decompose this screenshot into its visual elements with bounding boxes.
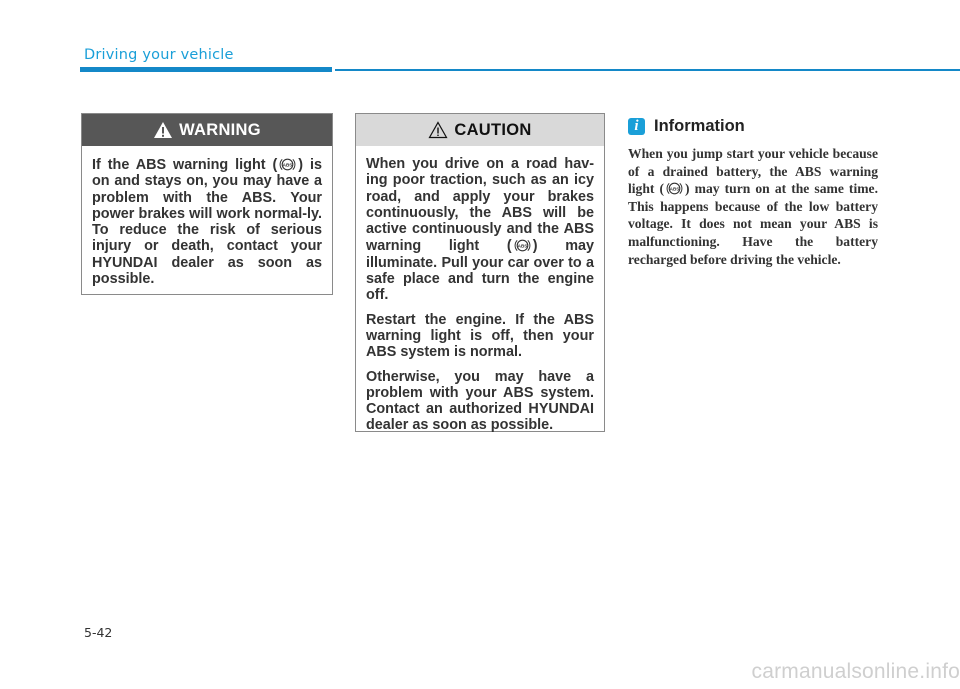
svg-text:ABS: ABS (517, 243, 528, 249)
caution-paragraph-3: Otherwise, you may have a problem with your ABS system. Contact an authorized HYUNDAI dealer as soon as possible. (366, 368, 594, 434)
caution-paragraph-2: Restart the engine. If the ABS warning light is off, then your ABS system is normal. (366, 311, 594, 361)
warning-text: If the ABS warning light ( ABS ) is on and stays on, you may have a problem with the ABS. Your power brakes will work normal-ly. To reduce the risk of serious injury or death, contact your HYUNDAI dealer as soon as possible. (92, 157, 323, 288)
svg-text:ABS: ABS (282, 162, 293, 168)
info-icon: i (628, 118, 645, 135)
watermark: carmanualsonline.info (751, 660, 960, 683)
caution-box (355, 113, 605, 432)
page-number: 5-42 (84, 625, 113, 640)
abs-warning-light-icon (279, 156, 296, 173)
header-rule-thick (80, 67, 332, 72)
caution-triangle-icon (428, 121, 448, 139)
section-title: Driving your vehicle (84, 47, 234, 63)
abs-warning-light-icon (514, 237, 531, 254)
caution-header (356, 114, 604, 146)
header-rule-thin (335, 69, 960, 71)
information-text: When you jump start your vehicle because of a drained battery, the ABS warning light ( ABS ) may turn on at the same time. This happens because of the low battery voltage. It does not mean your ABS is malfunctioning. Have the battery recharged before driving the vehicle. (628, 146, 878, 267)
abs-warning-light-icon (666, 180, 683, 197)
warning-box (81, 113, 333, 295)
information-header (628, 113, 878, 139)
caution-text (356, 146, 604, 434)
information-title: Information (654, 116, 745, 135)
caution-title: CAUTION (454, 120, 532, 139)
warning-header (82, 114, 332, 146)
warning-title: WARNING (179, 120, 261, 139)
svg-text:ABS: ABS (669, 186, 680, 192)
caution-paragraph-1: When you drive on a road hav-ing poor traction, such as an icy road, and apply your brakes continuously, the ABS will be active continuously and the ABS warning light ( ABS ) may illuminate. Pull your car over to a safe place and turn the engine off. (366, 156, 595, 304)
warning-triangle-icon (153, 121, 173, 139)
information-section (628, 113, 878, 268)
